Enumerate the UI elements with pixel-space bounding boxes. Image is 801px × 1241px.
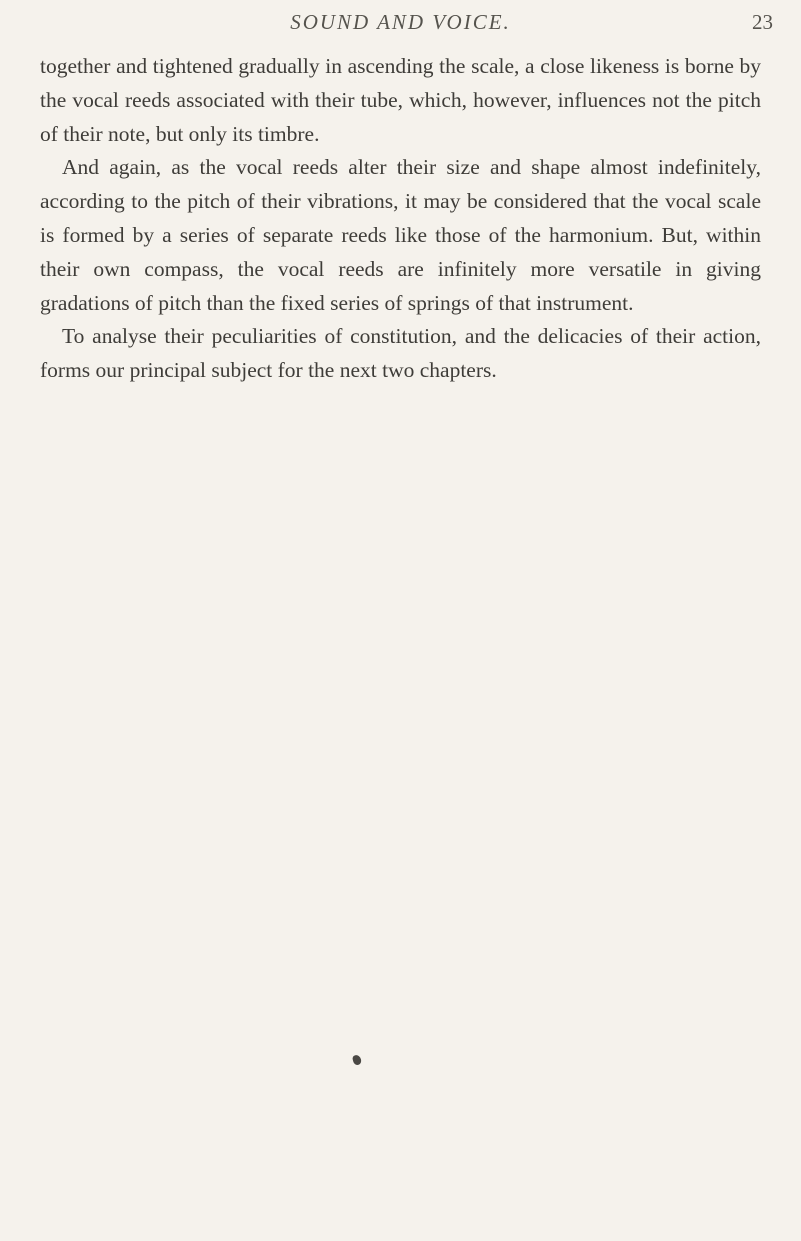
ink-speck	[352, 1054, 362, 1066]
paragraph: And again, as the vocal reeds alter their size and shape almost indefinitely, according to the pitch of their vibrations, it may be considered that the vocal scale is formed by a series of separate reeds like those of the harmonium. But, within their own compass, the vocal reeds are infinitely more versatile in giving gradations of pitch than the fixed series of springs of that instrument.	[40, 155, 761, 315]
paragraph-continued: together and tightened gradually in ascending the scale, a close likeness is borne by the vocal reeds associated with their tube, which, however, influences not the pitch of their note, but only its timbre.	[40, 54, 761, 146]
paragraph: To analyse their peculiarities of constitution, and the delicacies of their action, forms our principal subject for the next two chapters.	[40, 324, 761, 383]
body-text	[40, 50, 761, 388]
running-title: SOUND AND VOICE.	[290, 10, 511, 34]
running-head	[0, 10, 801, 38]
page-number: 23	[752, 10, 773, 34]
